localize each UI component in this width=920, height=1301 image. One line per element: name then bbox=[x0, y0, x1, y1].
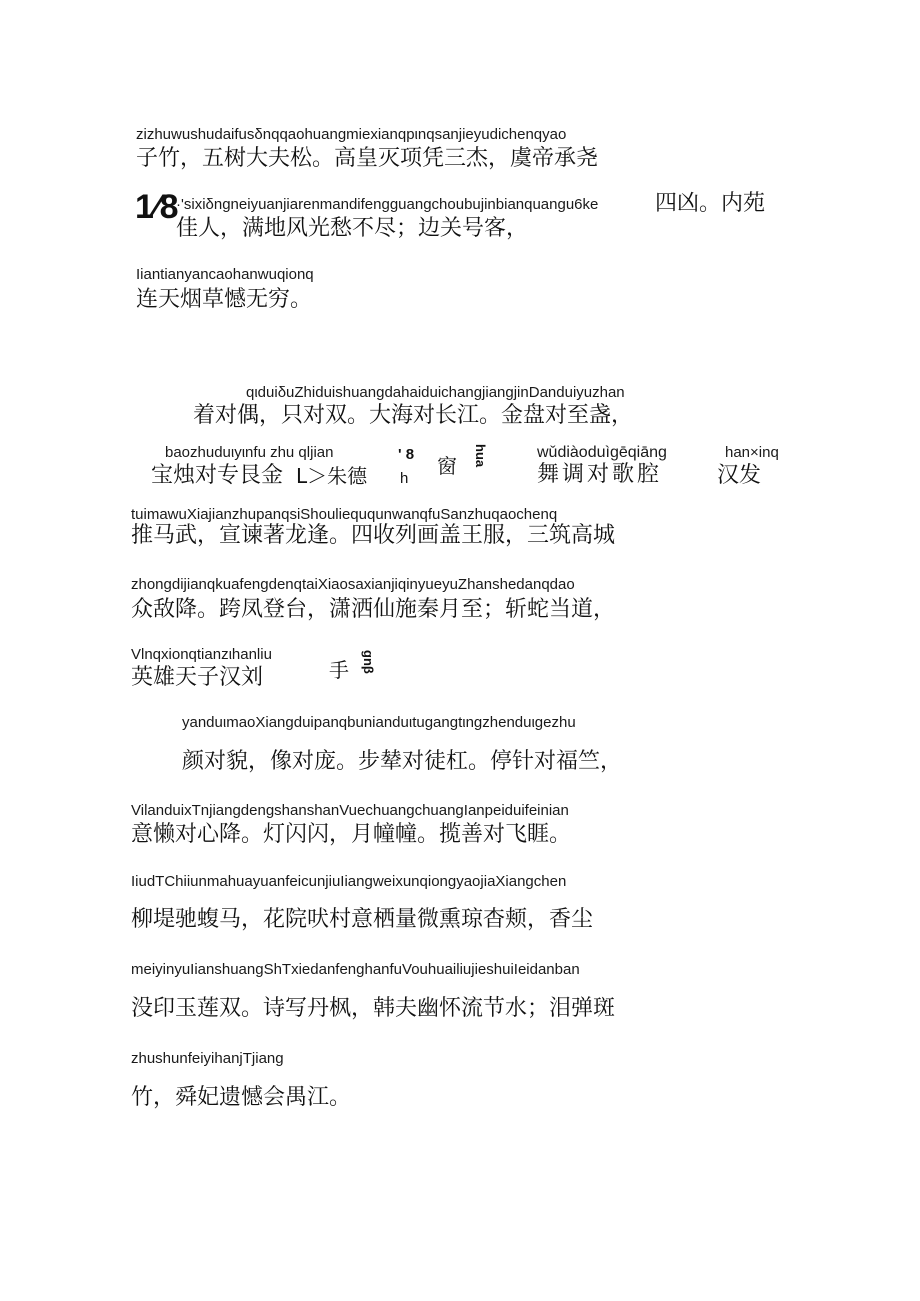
text-char-hand: 手 bbox=[329, 658, 349, 682]
text-line-2b: 佳人，满地风光愁不尽；边关号客， bbox=[176, 216, 529, 241]
pinyin-line-12: meiyinyuIianshuangShTxiedanfenghanfuVouhuailiujieshuiIeidanban bbox=[131, 961, 580, 978]
pinyin-line-11: IiudTChiiunmahuayuanfeicunjiuIiangweixunqiongyaojiaXiangchen bbox=[131, 873, 567, 890]
text-line-9: 颜对貌，像对庞。步辇对徒杠。停针对福竺， bbox=[182, 749, 623, 774]
pinyin-line-6: tuimawuXiajianzhupanqsiShoulieququnwanqfuSanzhuqaochenq bbox=[131, 506, 558, 523]
text-line-5d: 舞调对歌腔 bbox=[537, 462, 663, 487]
text-line-5e: 汉发 bbox=[717, 463, 762, 488]
text-line-5b: L＞朱德 bbox=[296, 464, 368, 488]
pinyin-line-13: zhushunfeiyihanjTjiang bbox=[131, 1050, 284, 1067]
text-line-5a: 宝烛对专艮金 bbox=[151, 463, 284, 488]
symbol-mark-2: h bbox=[400, 470, 409, 487]
text-line-10: 意懒对心降。灯闪闪，月幢幢。揽善对飞睚。 bbox=[131, 822, 572, 847]
pinyin-line-7: zhongdijianqkuafengdenqtaiXiaosaxianjiqinyueyuZhanshedanqdao bbox=[131, 576, 575, 593]
text-line-2a: 四凶。内苑 bbox=[655, 191, 766, 216]
pinyin-line-1: zizhuwushudaifusδnqqaohuangmiexianqpιnqsanjieyudichenqyao bbox=[136, 126, 567, 143]
text-line-4: 着对偶，只对双。大海对长江。金盘对至盏， bbox=[193, 403, 634, 428]
pinyin-line-5d: han×inq bbox=[725, 444, 779, 461]
rotated-pinyin-hua: hua bbox=[473, 444, 488, 468]
pinyin-line-4: qιduiδuZhiduishuangdahaiduichangjiangjinDanduiyuzhan bbox=[246, 384, 625, 401]
text-line-3: 连天烟草憾无穷。 bbox=[136, 287, 313, 312]
text-line-11: 柳堤驰蝮马，花院吠村意栖量微熏琼杳颊，香尘 bbox=[131, 907, 594, 932]
pinyin-line-10: VilanduixTnjiangdengshanshanVuechuangchuangIanpeiduifeinian bbox=[131, 802, 569, 819]
pinyin-line-3: Iiantianyancaohanwuqionq bbox=[136, 266, 314, 283]
text-char-window: 窗 bbox=[437, 454, 457, 478]
pinyin-line-2: ·'sixiδngneiyuanjiarenmandifengguangchoubujinbianquangu6ke bbox=[176, 196, 599, 213]
pinyin-line-5a: baozhuduιyιnfu zhu qljian bbox=[165, 444, 334, 461]
text-line-13: 竹，舜妃遗憾会禺江。 bbox=[131, 1085, 352, 1110]
text-line-1: 子竹，五树大夫松。高皇灭项凭三杰，虞帝承尧 bbox=[136, 146, 599, 171]
pinyin-line-8: Vlnqxionqtianzιhanliu bbox=[131, 646, 272, 663]
text-line-12: 没印玉莲双。诗写丹枫，韩夫幽怀流节水；泪弹斑 bbox=[131, 996, 616, 1021]
pinyin-line-9: yanduιmaoXiangduipanqbunianduιtugangtιngzhenduιgezhu bbox=[182, 714, 576, 731]
fraction-mark: 1⁄8 bbox=[135, 188, 179, 226]
text-line-7: 众敌降。跨凤登台，潇洒仙施秦月至；斩蛇当道， bbox=[131, 597, 616, 622]
text-line-8a: 英雄天子汉刘 bbox=[131, 665, 264, 690]
rotated-pinyin-gnb: gnβ bbox=[361, 650, 376, 674]
symbol-mark-1: ' 8 bbox=[398, 446, 415, 463]
text-line-6: 推马武，宣谏著龙逢。四收列画盖王服，三筑高城 bbox=[131, 523, 616, 548]
pinyin-line-5c: wǔdiàoduìgēqiāng bbox=[537, 444, 667, 461]
